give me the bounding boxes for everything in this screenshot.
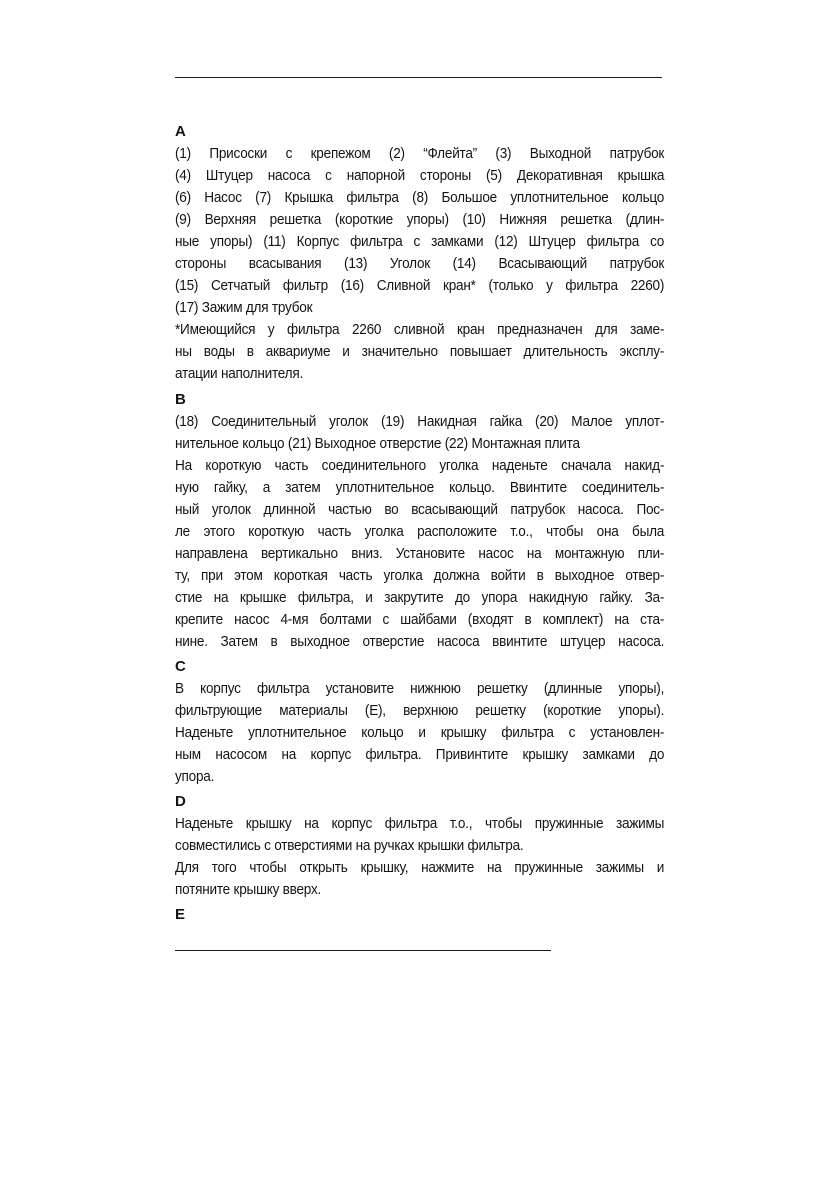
section-a-line: (4) Штуцер насоса с напорной стороны (5) Декоративная крышка	[175, 168, 665, 184]
section-b-line: крепите насос 4-мя болтами с шайбами (входят в комплект) на ста-	[175, 612, 665, 628]
section-d-line: совместились с отверстиями на ручках крышки фильтра.	[175, 838, 524, 854]
section-d-header: D	[175, 793, 187, 810]
section-c-body	[175, 678, 664, 788]
section-a-header: A	[175, 123, 187, 140]
section-a-line: (9) Верхняя решетка (короткие упоры) (10) Нижняя решетка (длин-	[175, 212, 665, 228]
section-b-line: ный уголок длинной частью во всасывающий патрубок насоса. Пос-	[175, 502, 665, 518]
footnote-line: ны воды в аквариуме и значительно повышает длительность эксплу-	[175, 344, 665, 360]
section-a-line: (6) Насос (7) Крышка фильтра (8) Большое уплотнительное кольцо	[175, 190, 665, 206]
section-b-line: На короткую часть соединительного уголка наденьте сначала накид-	[175, 458, 665, 474]
section-d-body	[175, 813, 664, 901]
section-a-line: (15) Сетчатый фильтр (16) Сливной кран* (только у фильтра 2260)	[175, 278, 665, 294]
bottom-rule	[175, 950, 551, 951]
section-d-line: Наденьте крышку на корпус фильтра т.о., чтобы пружинные зажимы	[175, 816, 665, 832]
section-c-line: ным насосом на корпус фильтра. Привинтите крышку замками до	[175, 747, 665, 763]
section-a-line: стороны всасывания (13) Уголок (14) Всасывающий патрубок	[175, 256, 665, 272]
section-b-line: нине. Затем в выходное отверстие насоса ввинтите штуцер насоса.	[175, 634, 665, 650]
section-c-header: C	[175, 658, 187, 675]
section-a-line: ные упоры) (11) Корпус фильтра с замками (12) Штуцер фильтра со	[175, 234, 665, 250]
footnote-line: *Имеющийся у фильтра 2260 сливной кран предназначен для заме-	[175, 322, 665, 338]
section-c-line: упора.	[175, 769, 215, 785]
section-d-line: потяните крышку вверх.	[175, 882, 322, 898]
section-b-line: направлена вертикально вниз. Установите насос на монтажную пли-	[175, 546, 665, 562]
section-b-line: ту, при этом короткая часть уголка должна войти в выходное отвер-	[175, 568, 665, 584]
section-a-body	[175, 143, 664, 385]
section-d-line: Для того чтобы открыть крышку, нажмите на пружинные зажимы и	[175, 860, 665, 876]
instructions-text	[175, 121, 665, 926]
section-b-line: ную гайку, а затем уплотнительное кольцо. Ввинтите соединитель-	[175, 480, 665, 496]
section-c-line: фильтрующие материалы (E), верхнюю решетку (короткие упоры).	[175, 703, 665, 719]
top-rule	[175, 77, 662, 78]
section-b-line: стие на крышке фильтра, и закрутите до упора накидную гайку. За-	[175, 590, 665, 606]
section-a-line: (1) Присоски с крепежом (2) “Флейта” (3) Выходной патрубок	[175, 146, 665, 162]
section-b-line: ле этого короткую часть уголка расположите т.о., чтобы она была	[175, 524, 665, 540]
section-e-header: E	[175, 906, 186, 923]
section-c-line: В корпус фильтра установите нижнюю решетку (длинные упоры),	[175, 681, 665, 697]
section-b-body	[175, 411, 664, 653]
section-b-header: B	[175, 391, 187, 408]
section-b-line: нительное кольцо (21) Выходное отверстие (22) Монтажная плита	[175, 436, 580, 452]
section-a-line: (17) Зажим для трубок	[175, 300, 313, 316]
section-b-line: (18) Соединительный уголок (19) Накидная гайка (20) Малое уплот-	[175, 414, 665, 430]
footnote-line: атации наполнителя.	[175, 366, 303, 382]
section-c-line: Наденьте уплотнительное кольцо и крышку фильтра с установлен-	[175, 725, 665, 741]
